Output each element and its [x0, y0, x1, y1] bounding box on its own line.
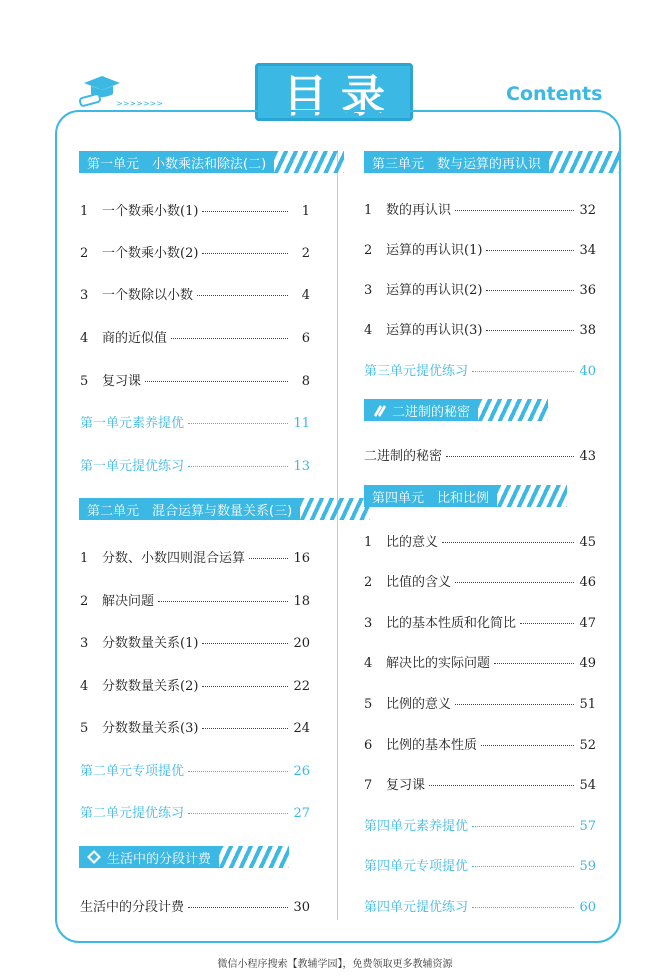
- item-number: 2: [364, 243, 373, 258]
- item-title: 运算的再认识(1): [386, 243, 483, 258]
- item-page: 20: [293, 636, 310, 651]
- toc-item-highlight[interactable]: [364, 815, 596, 834]
- item-number: 7: [364, 778, 373, 793]
- item-title: 第四单元素养提优: [364, 819, 469, 834]
- item-title: 运算的再认识(3): [386, 323, 483, 338]
- toc-item[interactable]: [80, 896, 310, 915]
- item-number: 2: [80, 246, 89, 261]
- leader-dots: [158, 601, 288, 602]
- section-stripe: [478, 399, 548, 421]
- item-title: 第二单元专项提优: [80, 764, 185, 779]
- leader-dots: [481, 745, 574, 746]
- item-title: 比的基本性质和化简比: [386, 616, 517, 631]
- item-page: 18: [293, 594, 310, 609]
- section-stripe: [219, 846, 289, 868]
- item-title: 第四单元专项提优: [364, 859, 469, 874]
- item-page: 27: [293, 806, 310, 821]
- toc-item-highlight[interactable]: [364, 896, 596, 915]
- leader-dots: [520, 623, 574, 624]
- item-page: 11: [293, 416, 310, 431]
- leader-dots: [486, 250, 574, 251]
- toc-item[interactable]: [364, 652, 596, 671]
- leader-dots: [188, 423, 288, 424]
- toc-item[interactable]: [364, 612, 596, 631]
- item-title: 第四单元提优练习: [364, 900, 469, 915]
- leader-dots: [202, 728, 288, 729]
- item-page: 45: [579, 535, 596, 550]
- toc-item-highlight[interactable]: [80, 802, 310, 821]
- section-header-unit-2: [79, 498, 370, 520]
- column-divider: [337, 150, 338, 920]
- toc-item[interactable]: [364, 199, 596, 218]
- leader-dots: [249, 558, 288, 559]
- item-page: 13: [293, 459, 310, 474]
- toc-item-highlight[interactable]: [80, 412, 310, 431]
- item-page: 54: [579, 778, 596, 793]
- footer-note: 微信小程序搜索【教辅学园】，免费领取更多教辅资源: [217, 959, 453, 970]
- leader-dots: [145, 381, 288, 382]
- section-stripe: [549, 151, 619, 173]
- leader-dots: [472, 826, 574, 827]
- item-title: 第二单元提优练习: [80, 806, 185, 821]
- item-title: 一个数乘小数(1): [102, 204, 199, 219]
- item-number: 3: [364, 283, 373, 298]
- leader-dots: [455, 704, 574, 705]
- item-page: 59: [579, 859, 596, 874]
- item-title: 第一单元提优练习: [80, 459, 185, 474]
- item-page: 57: [579, 819, 596, 834]
- item-page: 36: [579, 283, 596, 298]
- item-number: 2: [364, 575, 373, 590]
- leader-dots: [472, 866, 574, 867]
- item-page: 60: [579, 900, 596, 915]
- section-label: 生活中的分段计费: [107, 851, 212, 867]
- section-header-special-billing: [79, 846, 289, 868]
- item-page: 34: [579, 243, 596, 258]
- section-header-unit-3: [364, 151, 619, 173]
- item-page: 16: [293, 551, 310, 566]
- item-page: 30: [293, 900, 310, 915]
- item-title: 比的意义: [386, 535, 439, 550]
- toc-item[interactable]: [80, 717, 310, 736]
- section-label-wrap: [364, 399, 478, 421]
- toc-item-highlight[interactable]: [364, 855, 596, 874]
- section-stripe: [300, 498, 370, 520]
- item-title: 商的近似值: [102, 331, 168, 346]
- toc-item[interactable]: [364, 279, 596, 298]
- toc-item[interactable]: [364, 319, 596, 338]
- item-page: 6: [301, 331, 310, 346]
- toc-item-highlight[interactable]: [80, 455, 310, 474]
- section-header-unit-1: [79, 151, 344, 173]
- item-title: 分数、小数四则混合运算: [102, 551, 246, 566]
- item-number: 3: [80, 288, 89, 303]
- leader-dots: [429, 785, 574, 786]
- section-header-unit-4: [364, 485, 567, 507]
- item-title: 比例的基本性质: [386, 738, 478, 753]
- toc-item[interactable]: [364, 734, 596, 753]
- leader-dots: [486, 330, 574, 331]
- leader-dots: [442, 542, 574, 543]
- item-title: 二进制的秘密: [364, 449, 443, 464]
- diamond-icon: [87, 850, 101, 864]
- item-title: 分数数量关系(3): [102, 721, 199, 736]
- toc-item[interactable]: [80, 547, 310, 566]
- item-page: 32: [579, 203, 596, 218]
- item-number: 4: [364, 656, 373, 671]
- leader-dots: [446, 456, 574, 457]
- section-label: 第四单元 比和比例: [364, 485, 497, 507]
- section-label: 第一单元 小数乘法和除法(二): [79, 151, 274, 173]
- item-page: 40: [579, 364, 596, 379]
- item-number: 4: [80, 331, 89, 346]
- graduation-cap-icon: [80, 72, 163, 112]
- item-page: 51: [579, 697, 596, 712]
- toc-item[interactable]: [80, 284, 310, 303]
- toc-item[interactable]: [364, 531, 596, 550]
- item-title: 第三单元提优练习: [364, 364, 469, 379]
- item-number: 4: [80, 679, 89, 694]
- item-title: 数的再认识: [386, 203, 452, 218]
- item-number: 3: [364, 616, 373, 631]
- leader-dots: [202, 211, 288, 212]
- section-label-wrap: [79, 846, 219, 868]
- toc-item[interactable]: [80, 590, 310, 609]
- section-stripe: [497, 485, 567, 507]
- leader-dots: [486, 290, 574, 291]
- toc-item-highlight[interactable]: [80, 760, 310, 779]
- item-title: 分数数量关系(2): [102, 679, 199, 694]
- section-label: 二进制的秘密: [392, 404, 471, 420]
- section-stripe: [274, 151, 344, 173]
- item-title: 比值的含义: [386, 575, 452, 590]
- item-page: 38: [579, 323, 596, 338]
- item-page: 26: [293, 764, 310, 779]
- leader-dots: [472, 907, 574, 908]
- leader-dots: [472, 371, 574, 372]
- leader-dots: [455, 210, 574, 211]
- item-number: 1: [364, 203, 373, 218]
- item-page: 1: [301, 204, 310, 219]
- toc-item[interactable]: [80, 675, 310, 694]
- toc-item[interactable]: [80, 200, 310, 219]
- page-title: 目录: [255, 63, 413, 121]
- leader-dots: [202, 253, 288, 254]
- item-number: 1: [80, 551, 89, 566]
- item-page: 52: [579, 738, 596, 753]
- toc-item[interactable]: [364, 571, 596, 590]
- item-title: 一个数除以小数: [102, 288, 194, 303]
- item-page: 47: [579, 616, 596, 631]
- item-number: 5: [364, 697, 373, 712]
- item-title: 一个数乘小数(2): [102, 246, 199, 261]
- leader-dots: [188, 907, 288, 908]
- item-title: 分数数量关系(1): [102, 636, 199, 651]
- item-number: 5: [80, 721, 89, 736]
- item-title: 第一单元素养提优: [80, 416, 185, 431]
- item-title: 生活中的分段计费: [80, 900, 185, 915]
- toc-item[interactable]: [80, 242, 310, 261]
- item-title: 解决比的实际问题: [386, 656, 491, 671]
- item-title: 比例的意义: [386, 697, 452, 712]
- toc-item[interactable]: [364, 445, 596, 464]
- item-page: 24: [293, 721, 310, 736]
- toc-item[interactable]: [364, 693, 596, 712]
- toc-item-highlight[interactable]: [364, 360, 596, 379]
- toc-item[interactable]: [80, 327, 310, 346]
- leader-dots: [188, 813, 288, 814]
- item-page: 43: [579, 449, 596, 464]
- item-number: 2: [80, 594, 89, 609]
- page-subtitle: Contents: [506, 83, 603, 105]
- item-page: 8: [301, 374, 310, 389]
- item-title: 复习课: [386, 778, 426, 793]
- toc-item[interactable]: [364, 774, 596, 793]
- toc-item[interactable]: [80, 632, 310, 651]
- item-page: 22: [293, 679, 310, 694]
- item-number: 5: [80, 374, 89, 389]
- leader-dots: [171, 338, 288, 339]
- section-label: 第三单元 数与运算的再认识: [364, 151, 549, 173]
- leader-dots: [188, 466, 288, 467]
- item-title: 运算的再认识(2): [386, 283, 483, 298]
- leader-dots: [188, 771, 288, 772]
- item-page: 4: [301, 288, 310, 303]
- section-label: 第二单元 混合运算与数量关系(三): [79, 498, 300, 520]
- item-title: 解决问题: [102, 594, 155, 609]
- leader-dots: [197, 295, 288, 296]
- toc-item[interactable]: [364, 239, 596, 258]
- item-number: 1: [80, 204, 89, 219]
- leader-dots: [202, 643, 288, 644]
- binary-logo-icon: [372, 403, 386, 417]
- section-header-binary: [364, 399, 548, 421]
- item-number: 6: [364, 738, 373, 753]
- leader-dots: [455, 582, 574, 583]
- item-page: 2: [301, 246, 310, 261]
- item-number: 4: [364, 323, 373, 338]
- item-page: 46: [579, 575, 596, 590]
- item-page: 49: [579, 656, 596, 671]
- toc-item[interactable]: [80, 370, 310, 389]
- item-number: 3: [80, 636, 89, 651]
- leader-dots: [494, 663, 574, 664]
- item-title: 复习课: [102, 374, 142, 389]
- svg-text:>>>>>>>: >>>>>>>: [116, 99, 163, 108]
- item-number: 1: [364, 535, 373, 550]
- leader-dots: [202, 686, 288, 687]
